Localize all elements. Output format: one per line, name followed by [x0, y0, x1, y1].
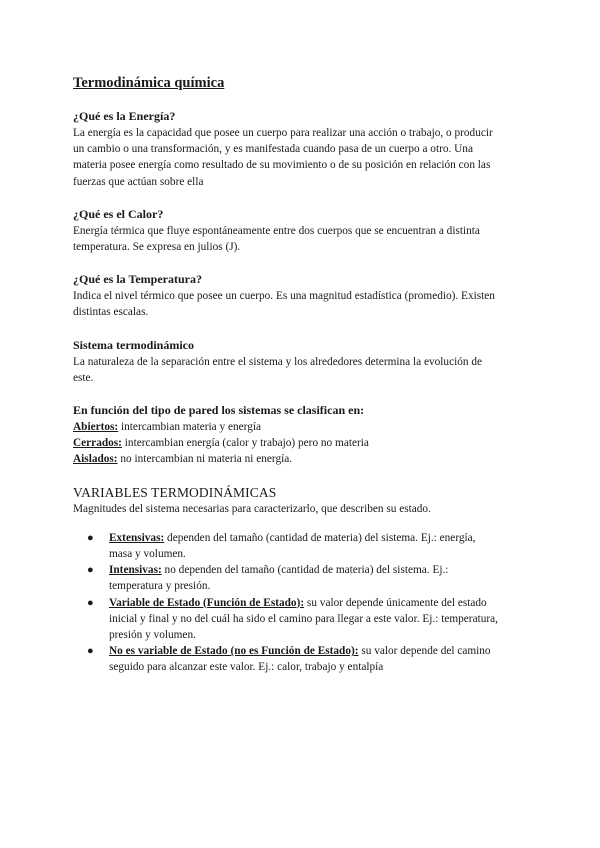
energy-line: materia posee energía como resultado de su movimiento o de su posición en relación con las: [73, 159, 491, 172]
wall-type-item: [73, 419, 528, 435]
bullet-icon: ●: [87, 596, 94, 609]
bullet-icon: ●: [87, 564, 94, 577]
variable-desc: inicial y final y no del cuál ha sido el camino para llegar a este valor. Ej.: temperatura,: [109, 612, 498, 625]
system-line: La naturaleza de la separación entre el sistema y los alrededores determina la evolución de: [73, 355, 483, 368]
variable-term: No es variable de Estado (no es Función de Estado):: [109, 645, 359, 658]
energy-line: La energía es la capacidad que posee un cuerpo para realizar una acción o trabajo, o producir: [73, 127, 493, 139]
list-item: [73, 530, 528, 562]
variable-desc: su valor depende únicamente del estado: [304, 596, 487, 609]
bullet-icon: ●: [87, 645, 94, 658]
variable-desc: masa y volumen.: [109, 548, 186, 561]
variable-desc: no dependen del tamaño (cantidad de materia) del sistema. Ej.:: [161, 564, 449, 577]
energy-heading: ¿Qué es la Energía?: [73, 109, 176, 123]
system-line: este.: [73, 371, 94, 384]
variables-list: [73, 530, 528, 676]
list-item: [73, 595, 528, 644]
list-item: [73, 562, 528, 594]
variable-desc: seguido para alcanzar este valor. Ej.: calor, trabajo y entalpía: [109, 661, 384, 674]
temperature-line: Indica el nivel térmico que posee un cuerpo. Es una magnitud estadística (promedio). Existen: [73, 290, 495, 303]
energy-line: fuerzas que actúan sobre ella: [73, 175, 204, 188]
temperature-line: distintas escalas.: [73, 306, 149, 319]
variable-desc: dependen del tamaño (cantidad de materia) del sistema. Ej.: energía,: [164, 531, 476, 544]
list-item: [73, 643, 528, 675]
wall-types-heading: En función del tipo de pared los sistemas se clasifican en:: [73, 403, 365, 418]
page-title: Termodinámica química: [73, 75, 225, 91]
wall-type-term: Abiertos:: [73, 421, 119, 434]
heat-line: Energía térmica que fluye espontáneamente entre dos cuerpos que se encuentran a distinta: [73, 224, 480, 237]
temperature-heading: ¿Qué es la Temperatura?: [73, 272, 202, 287]
wall-type-desc: no intercambian ni materia ni energía.: [117, 453, 293, 466]
bullet-icon: ●: [87, 531, 94, 544]
variable-term: Intensivas:: [109, 564, 162, 577]
variables-intro: Magnitudes del sistema necesarias para caracterizarlo, que describen su estado.: [73, 502, 431, 515]
wall-type-term: Cerrados:: [73, 437, 122, 450]
variable-desc: temperatura y presión.: [109, 580, 211, 593]
variable-term: Extensivas:: [109, 531, 165, 544]
document-body: [73, 74, 528, 676]
heat-heading: ¿Qué es el Calor?: [73, 206, 164, 221]
wall-type-desc: intercambian energía (calor y trabajo) pero no materia: [121, 437, 369, 450]
wall-type-desc: intercambian materia y energía: [118, 421, 262, 434]
wall-type-item: [73, 451, 528, 467]
variable-term: Variable de Estado (Función de Estado):: [109, 596, 305, 609]
energy-line: un cambio o una transformación, y es manifestada cuando pasa de un cuerpo a otro. Una: [73, 143, 473, 156]
variables-heading: VARIABLES TERMODINÁMICAS: [73, 484, 277, 500]
wall-type-term: Aislados:: [73, 453, 118, 466]
heat-line: temperatura. Se expresa en julios (J).: [73, 241, 241, 254]
wall-type-item: [73, 435, 528, 451]
system-heading: Sistema termodinámico: [73, 337, 194, 352]
variable-desc: presión y volumen.: [109, 629, 196, 642]
variable-desc: su valor depende del camino: [358, 645, 491, 658]
